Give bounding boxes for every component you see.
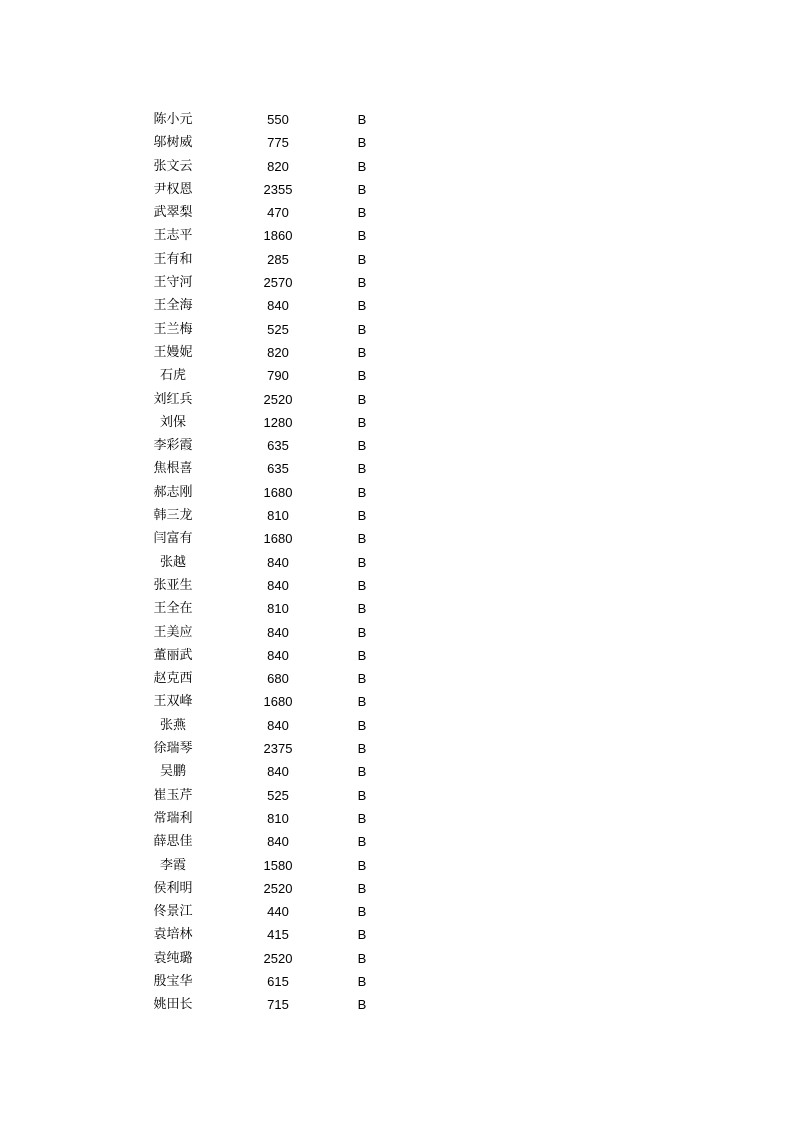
grade-cell: B bbox=[357, 484, 367, 500]
amount-cell: 415 bbox=[267, 927, 289, 943]
amount-cell: 840 bbox=[267, 717, 289, 733]
grade-cell: B bbox=[357, 461, 367, 477]
name-cell: 王有和 bbox=[153, 251, 193, 267]
table-row bbox=[0, 201, 793, 224]
table-row bbox=[0, 271, 793, 294]
grade-cell: B bbox=[357, 205, 367, 221]
amount-cell: 840 bbox=[267, 834, 289, 850]
name-cell: 吴鹏 bbox=[159, 764, 186, 780]
name-cell: 焦根喜 bbox=[153, 461, 193, 477]
grade-cell: B bbox=[357, 577, 367, 593]
table-row bbox=[0, 481, 793, 504]
table-row bbox=[0, 504, 793, 527]
grade-cell: B bbox=[357, 880, 367, 896]
name-cell: 邬树威 bbox=[153, 135, 193, 151]
amount-cell: 840 bbox=[267, 577, 289, 593]
grade-cell: B bbox=[357, 228, 367, 244]
data-table bbox=[0, 108, 793, 1017]
amount-cell: 470 bbox=[267, 205, 289, 221]
amount-cell: 1580 bbox=[263, 857, 293, 873]
grade-cell: B bbox=[357, 764, 367, 780]
grade-cell: B bbox=[357, 391, 367, 407]
grade-cell: B bbox=[357, 997, 367, 1013]
amount-cell: 840 bbox=[267, 624, 289, 640]
table-row bbox=[0, 621, 793, 644]
grade-cell: B bbox=[357, 857, 367, 873]
table-row bbox=[0, 224, 793, 247]
name-cell: 王兰梅 bbox=[153, 321, 193, 337]
table-row bbox=[0, 644, 793, 667]
amount-cell: 840 bbox=[267, 647, 289, 663]
amount-cell: 285 bbox=[267, 251, 289, 267]
amount-cell: 1680 bbox=[263, 484, 293, 500]
table-row bbox=[0, 108, 793, 131]
grade-cell: B bbox=[357, 321, 367, 337]
grade-cell: B bbox=[357, 508, 367, 524]
table-row bbox=[0, 877, 793, 900]
name-cell: 王全在 bbox=[153, 601, 193, 617]
amount-cell: 2520 bbox=[263, 950, 293, 966]
amount-cell: 2355 bbox=[263, 181, 293, 197]
table-row bbox=[0, 807, 793, 830]
table-row bbox=[0, 457, 793, 480]
name-cell: 石虎 bbox=[159, 368, 186, 384]
grade-cell: B bbox=[357, 554, 367, 570]
amount-cell: 790 bbox=[267, 368, 289, 384]
grade-cell: B bbox=[357, 624, 367, 640]
table-row bbox=[0, 784, 793, 807]
amount-cell: 2520 bbox=[263, 880, 293, 896]
name-cell: 袁纯璐 bbox=[153, 950, 193, 966]
amount-cell: 820 bbox=[267, 158, 289, 174]
grade-cell: B bbox=[357, 298, 367, 314]
name-cell: 袁培林 bbox=[153, 927, 193, 943]
name-cell: 张燕 bbox=[159, 717, 186, 733]
name-cell: 王嫚妮 bbox=[153, 344, 193, 360]
name-cell: 王全海 bbox=[153, 298, 193, 314]
amount-cell: 525 bbox=[267, 321, 289, 337]
table-row bbox=[0, 760, 793, 783]
name-cell: 李彩霞 bbox=[153, 438, 193, 454]
grade-cell: B bbox=[357, 112, 367, 127]
table-row bbox=[0, 527, 793, 550]
amount-cell: 810 bbox=[267, 508, 289, 524]
name-cell: 佟景江 bbox=[153, 904, 193, 920]
amount-cell: 550 bbox=[267, 112, 289, 127]
amount-cell: 2520 bbox=[263, 391, 293, 407]
name-cell: 张文云 bbox=[153, 158, 193, 174]
name-cell: 李霞 bbox=[159, 857, 186, 873]
name-cell: 王志平 bbox=[153, 228, 193, 244]
name-cell: 薛思佳 bbox=[153, 834, 193, 850]
table-row bbox=[0, 551, 793, 574]
name-cell: 武翠梨 bbox=[153, 205, 193, 221]
grade-cell: B bbox=[357, 531, 367, 547]
name-cell: 郝志刚 bbox=[153, 484, 193, 500]
name-cell: 徐瑞琴 bbox=[153, 741, 193, 757]
name-cell: 董丽武 bbox=[153, 647, 193, 663]
name-cell: 陈小元 bbox=[153, 112, 193, 127]
name-cell: 王双峰 bbox=[153, 694, 193, 710]
grade-cell: B bbox=[357, 181, 367, 197]
name-cell: 闫富有 bbox=[153, 531, 193, 547]
amount-cell: 775 bbox=[267, 135, 289, 151]
name-cell: 王守河 bbox=[153, 275, 193, 291]
grade-cell: B bbox=[357, 601, 367, 617]
amount-cell: 1680 bbox=[263, 694, 293, 710]
amount-cell: 1860 bbox=[263, 228, 293, 244]
table-row bbox=[0, 294, 793, 317]
name-cell: 殷宝华 bbox=[153, 973, 193, 989]
table-row bbox=[0, 364, 793, 387]
grade-cell: B bbox=[357, 950, 367, 966]
amount-cell: 840 bbox=[267, 764, 289, 780]
grade-cell: B bbox=[357, 717, 367, 733]
name-cell: 赵克西 bbox=[153, 671, 193, 687]
name-cell: 常瑞利 bbox=[153, 810, 193, 826]
table-row bbox=[0, 155, 793, 178]
table-row bbox=[0, 970, 793, 993]
table-row bbox=[0, 993, 793, 1016]
name-cell: 张越 bbox=[159, 554, 186, 570]
grade-cell: B bbox=[357, 810, 367, 826]
table-row bbox=[0, 947, 793, 970]
table-row bbox=[0, 923, 793, 946]
amount-cell: 840 bbox=[267, 554, 289, 570]
table-row bbox=[0, 667, 793, 690]
name-cell: 刘保 bbox=[159, 414, 186, 430]
table-row bbox=[0, 434, 793, 457]
grade-cell: B bbox=[357, 344, 367, 360]
grade-cell: B bbox=[357, 275, 367, 291]
table-row bbox=[0, 178, 793, 201]
table-row bbox=[0, 131, 793, 154]
amount-cell: 810 bbox=[267, 601, 289, 617]
table-row bbox=[0, 248, 793, 271]
grade-cell: B bbox=[357, 904, 367, 920]
table-row bbox=[0, 574, 793, 597]
grade-cell: B bbox=[357, 694, 367, 710]
grade-cell: B bbox=[357, 414, 367, 430]
table-row bbox=[0, 690, 793, 713]
table-row bbox=[0, 341, 793, 364]
amount-cell: 810 bbox=[267, 810, 289, 826]
grade-cell: B bbox=[357, 158, 367, 174]
name-cell: 刘红兵 bbox=[153, 391, 193, 407]
amount-cell: 525 bbox=[267, 787, 289, 803]
name-cell: 尹权恩 bbox=[153, 181, 193, 197]
amount-cell: 2570 bbox=[263, 275, 293, 291]
name-cell: 王美应 bbox=[153, 624, 193, 640]
grade-cell: B bbox=[357, 927, 367, 943]
name-cell: 韩三龙 bbox=[153, 508, 193, 524]
table-row bbox=[0, 830, 793, 853]
amount-cell: 2375 bbox=[263, 741, 293, 757]
table-row bbox=[0, 737, 793, 760]
table-row bbox=[0, 714, 793, 737]
amount-cell: 1680 bbox=[263, 531, 293, 547]
table-row bbox=[0, 411, 793, 434]
amount-cell: 635 bbox=[267, 438, 289, 454]
table-row bbox=[0, 597, 793, 620]
name-cell: 崔玉芹 bbox=[153, 787, 193, 803]
table-row bbox=[0, 900, 793, 923]
table-row bbox=[0, 318, 793, 341]
grade-cell: B bbox=[357, 834, 367, 850]
grade-cell: B bbox=[357, 671, 367, 687]
grade-cell: B bbox=[357, 368, 367, 384]
name-cell: 张亚生 bbox=[153, 577, 193, 593]
table-row bbox=[0, 854, 793, 877]
amount-cell: 1280 bbox=[263, 414, 293, 430]
grade-cell: B bbox=[357, 438, 367, 454]
grade-cell: B bbox=[357, 973, 367, 989]
grade-cell: B bbox=[357, 647, 367, 663]
name-cell: 姚田长 bbox=[153, 997, 193, 1013]
amount-cell: 680 bbox=[267, 671, 289, 687]
amount-cell: 840 bbox=[267, 298, 289, 314]
amount-cell: 715 bbox=[267, 997, 289, 1013]
amount-cell: 820 bbox=[267, 344, 289, 360]
grade-cell: B bbox=[357, 251, 367, 267]
grade-cell: B bbox=[357, 135, 367, 151]
grade-cell: B bbox=[357, 741, 367, 757]
grade-cell: B bbox=[357, 787, 367, 803]
amount-cell: 440 bbox=[267, 904, 289, 920]
amount-cell: 635 bbox=[267, 461, 289, 477]
amount-cell: 615 bbox=[267, 973, 289, 989]
table-row bbox=[0, 388, 793, 411]
name-cell: 侯利明 bbox=[153, 880, 193, 896]
